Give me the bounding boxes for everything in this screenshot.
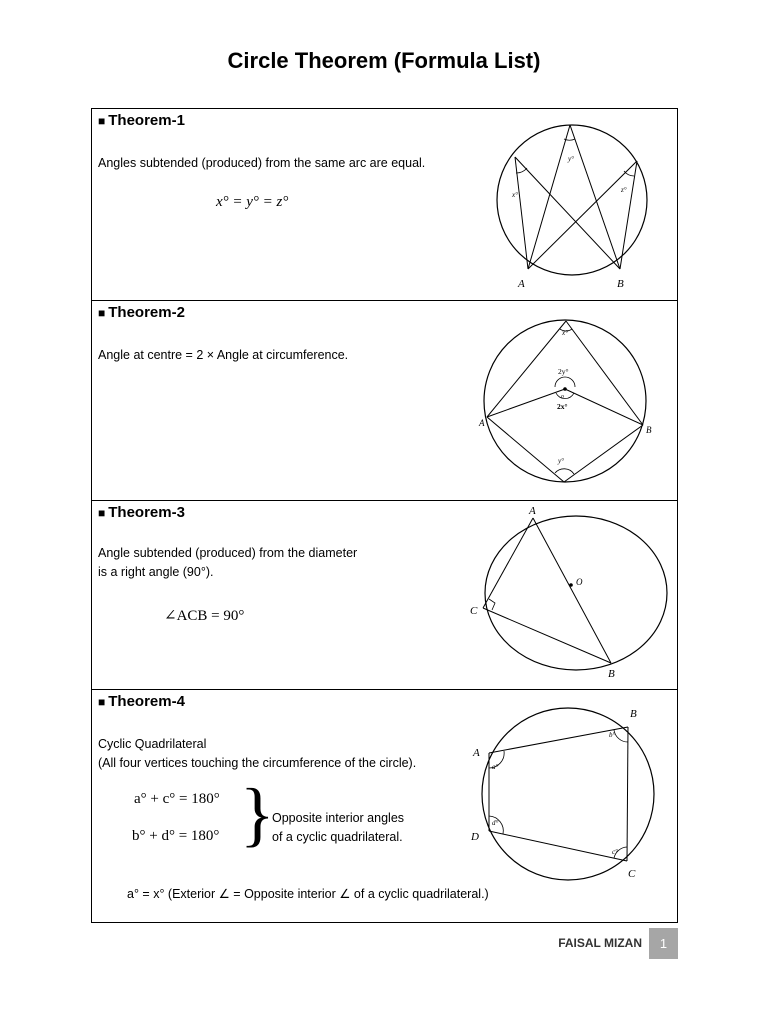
point-c-label: C xyxy=(470,605,478,617)
theorem-3-text-2: is a right angle (90°). xyxy=(98,565,214,579)
square-bullet-icon: ■ xyxy=(98,695,106,709)
square-bullet-icon: ■ xyxy=(98,114,106,128)
theorem-4-text-2: (All four vertices touching the circumference of the circle). xyxy=(98,756,417,770)
square-bullet-icon: ■ xyxy=(98,306,106,320)
theorem-heading-text: Theorem-4 xyxy=(108,693,185,710)
theorem-3-formula: ∠ACB = 90° xyxy=(164,608,245,624)
theorem-4-text-1: Cyclic Quadrilateral xyxy=(98,737,207,751)
angle-y-label: y° xyxy=(558,457,564,465)
angle-b-label: b° xyxy=(609,731,616,739)
theorem-1-box xyxy=(91,108,678,301)
brace-icon: } xyxy=(240,774,275,854)
angle-a-label: a° xyxy=(492,763,499,771)
point-b-label: B xyxy=(617,278,624,290)
footer-author: FAISAL MIZAN xyxy=(558,936,642,950)
point-b-label: B xyxy=(630,708,637,720)
page-title: Circle Theorem (Formula List) xyxy=(227,48,541,73)
angle-x-label: x° xyxy=(562,329,568,337)
point-d-label: D xyxy=(471,831,479,843)
point-a-label: A xyxy=(473,747,480,759)
point-a-label: A xyxy=(529,505,536,517)
angle-2y-label: 2y° xyxy=(558,367,569,376)
point-b-label: B xyxy=(646,425,652,435)
square-bullet-icon: ■ xyxy=(98,506,106,520)
theorem-3-box xyxy=(91,500,678,690)
theorem-1-heading xyxy=(98,112,185,129)
angle-2x-label: 2x° xyxy=(557,402,568,411)
point-a-label: A xyxy=(479,418,485,428)
theorem-3-text-1: Angle subtended (produced) from the diameter xyxy=(98,546,358,560)
theorem-1-formula: x° = y° = z° xyxy=(216,194,289,210)
theorem-heading-text: Theorem-2 xyxy=(108,304,185,321)
theorem-4-figure xyxy=(468,702,673,886)
theorem-4-box xyxy=(91,689,678,923)
point-c-label: C xyxy=(628,868,636,880)
theorem-4-formula-2: b° + d° = 180° xyxy=(132,828,220,844)
brace-note-1: Opposite interior angles xyxy=(272,811,405,825)
theorem-2-box xyxy=(91,300,678,501)
angle-d-label: d° xyxy=(492,819,499,827)
point-b-label: B xyxy=(608,668,615,680)
angle-z-label: z° xyxy=(621,186,627,194)
theorem-2-figure xyxy=(475,305,675,500)
angle-x-label: x° xyxy=(512,191,518,199)
theorem-4-formula-1: a° + c° = 180° xyxy=(134,791,220,807)
theorem-2-text: Angle at centre = 2 × Angle at circumference. xyxy=(98,348,349,362)
theorem-2-heading xyxy=(98,304,185,321)
theorem-heading-text: Theorem-1 xyxy=(108,112,185,129)
theorem-1-figure xyxy=(487,113,677,299)
theorem-heading-text: Theorem-3 xyxy=(108,504,185,521)
point-a-label: A xyxy=(518,278,525,290)
theorem-3-heading xyxy=(98,504,185,521)
theorem-1-text: Angles subtended (produced) from the same arc are equal. xyxy=(98,156,426,170)
angle-y-label: y° xyxy=(568,155,574,163)
angle-c-label: c° xyxy=(612,848,618,856)
brace-note-2: of a cyclic quadrilateral. xyxy=(272,830,403,844)
theorem-3-figure xyxy=(465,501,677,689)
theorem-4-heading xyxy=(98,693,185,710)
centre-o-label: O xyxy=(576,577,583,587)
theorem-4-exterior: a° = x° (Exterior ∠ = Opposite interior ∠ of a cyclic quadrilateral.) xyxy=(127,887,489,901)
centre-o-label: o xyxy=(561,394,564,400)
page-number: 1 xyxy=(649,928,678,959)
